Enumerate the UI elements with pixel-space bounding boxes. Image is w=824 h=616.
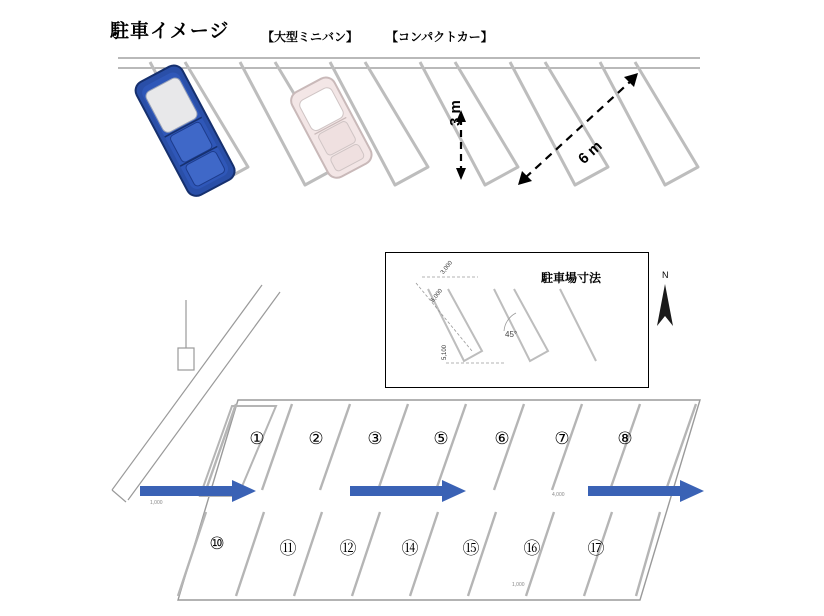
lot-faint-dimension-bottom: 1,000 bbox=[512, 582, 525, 588]
stall-number-2: ② bbox=[308, 429, 324, 448]
inset-dim-b: 6,000 bbox=[430, 288, 444, 304]
inset-dim-a: 3,000 bbox=[440, 260, 454, 276]
stall-number-14: ⑭ bbox=[401, 539, 419, 558]
inset-dim-c: 5,100 bbox=[442, 344, 448, 360]
inset-angle-label: 45° bbox=[505, 330, 518, 339]
label-large-minivan: 【大型ミニバン】 bbox=[262, 30, 359, 44]
stall-number-8: ⑧ bbox=[617, 429, 633, 448]
inset-dimension-box bbox=[385, 252, 649, 388]
stall-number-15: ⑮ bbox=[462, 539, 480, 558]
compass-needle-icon bbox=[648, 282, 682, 332]
stall-number-6: ⑥ bbox=[494, 429, 510, 448]
dimension-width-3m: 3 m bbox=[447, 100, 464, 126]
compass-label: N bbox=[662, 270, 669, 280]
stall-number-16: ⑯ bbox=[523, 539, 541, 558]
stall-number-11: ⑪ bbox=[279, 539, 297, 558]
dimension-length-6m: 6 m bbox=[575, 137, 606, 168]
label-compact-car: 【コンパクトカー】 bbox=[386, 30, 493, 44]
lot-faint-dimension-center: 4,000 bbox=[552, 492, 565, 498]
lot-faint-dimension-left: 1,000 bbox=[150, 500, 163, 506]
inset-title: 駐車場寸法 bbox=[541, 271, 602, 285]
compass-north bbox=[648, 270, 682, 332]
inset-drawing bbox=[386, 253, 646, 385]
stall-number-1: ① bbox=[249, 429, 265, 448]
stall-number-10: ⑩ bbox=[209, 534, 225, 553]
stall-number-17: ⑰ bbox=[587, 539, 605, 558]
stall-number-12: ⑫ bbox=[339, 539, 357, 558]
stall-number-3: ③ bbox=[367, 429, 383, 448]
stall-number-5: ⑤ bbox=[433, 429, 449, 448]
page-title: 駐車イメージ bbox=[110, 21, 230, 42]
stall-number-7: ⑦ bbox=[554, 429, 570, 448]
